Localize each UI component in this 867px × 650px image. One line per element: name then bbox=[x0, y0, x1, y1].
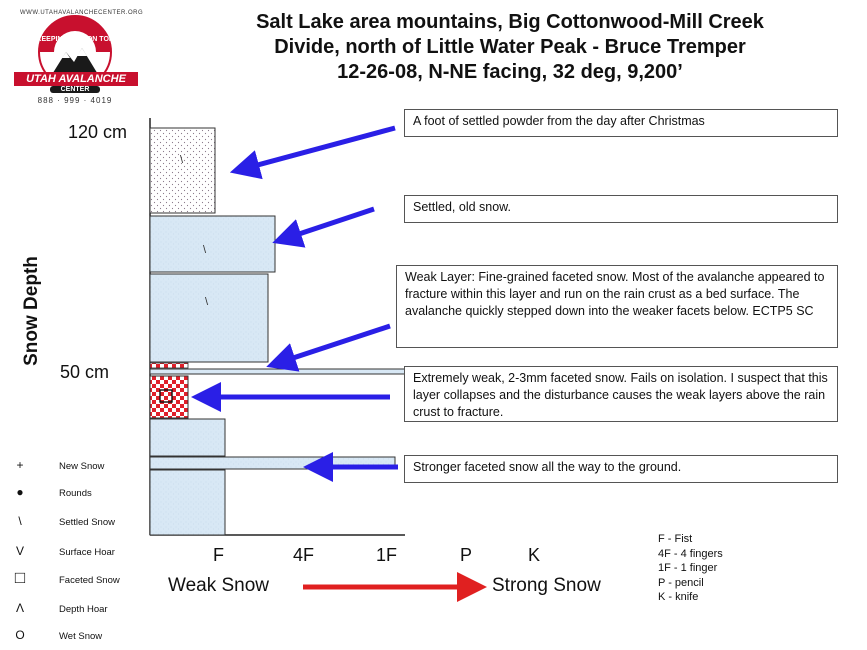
legend-item bbox=[10, 458, 140, 478]
legend-item bbox=[10, 601, 140, 621]
hardness-axis bbox=[150, 545, 580, 569]
settled-snow-symbol-icon: \ bbox=[18, 514, 22, 528]
logo-phone: 888 · 999 · 4019 bbox=[37, 96, 113, 105]
weak-snow-label: Weak Snow bbox=[168, 575, 270, 596]
layer-stronger-facets-1 bbox=[150, 419, 225, 456]
legend-label: Wet Snow bbox=[59, 631, 103, 642]
layer-weak-facets bbox=[150, 363, 188, 368]
arrow-note-2 bbox=[296, 209, 374, 235]
layer-symbol-1: \ bbox=[180, 154, 184, 166]
legend-item bbox=[10, 628, 140, 648]
key-item: K - knife bbox=[658, 591, 699, 603]
legend-label: New Snow bbox=[59, 461, 105, 472]
legend-label: Depth Hoar bbox=[59, 604, 108, 615]
logo-slogan: KEEPING YOU ON TOP bbox=[36, 36, 114, 43]
title-line-3: 12-26-08, N-NE facing, 32 deg, 9,200’ bbox=[337, 61, 683, 83]
faceted-snow-symbol-icon: □ bbox=[14, 568, 26, 587]
grain-type-legend bbox=[10, 458, 140, 648]
note-settled: Settled, old snow. bbox=[404, 195, 838, 223]
hardness-label-1f: 1F bbox=[376, 545, 398, 565]
strong-snow-label: Strong Snow bbox=[492, 575, 601, 596]
logo-name: UTAH AVALANCHE bbox=[14, 72, 138, 86]
hardness-label-4f: 4F bbox=[293, 545, 315, 565]
layer-settled-old-1 bbox=[150, 216, 275, 272]
surface-hoar-symbol-icon: V bbox=[15, 544, 24, 558]
legend-item bbox=[10, 544, 140, 564]
note-powder: A foot of settled powder from the day after Christmas bbox=[404, 109, 838, 137]
hardness-label-f: F bbox=[213, 545, 224, 565]
layer-symbol-2: \ bbox=[203, 244, 207, 256]
arrow-note-1 bbox=[254, 128, 395, 166]
key-item: 4F - 4 fingers bbox=[658, 547, 723, 560]
depth-hoar-symbol-icon: Λ bbox=[15, 601, 24, 615]
title-line-2: Divide, north of Little Water Peak - Bruce Tremper bbox=[274, 36, 746, 58]
legend-item bbox=[10, 485, 140, 505]
depth-label-120: 120 cm bbox=[68, 122, 128, 142]
arrow-note-3 bbox=[290, 326, 390, 359]
legend-item bbox=[10, 514, 140, 534]
layer-settled-old-2 bbox=[150, 274, 268, 362]
layer-symbol-3: \ bbox=[205, 296, 209, 308]
key-item: F - Fist bbox=[658, 533, 693, 545]
note-stronger-facets: Stronger faceted snow all the way to the ground. bbox=[404, 455, 838, 483]
key-item: 1F - 1 finger bbox=[658, 562, 718, 574]
y-axis-label: Snow Depth bbox=[21, 256, 42, 366]
legend-item bbox=[10, 568, 140, 592]
rounds-symbol-icon: ● bbox=[16, 485, 24, 499]
new-snow-symbol-icon: + bbox=[16, 458, 24, 472]
hardness-label-p: P bbox=[460, 545, 473, 565]
hardness-key bbox=[658, 532, 723, 605]
layer-rain-crust bbox=[150, 369, 405, 374]
legend-label: Surface Hoar bbox=[59, 547, 115, 558]
depth-label-50: 50 cm bbox=[60, 362, 110, 382]
layer-stronger-facets-2 bbox=[150, 470, 225, 535]
logo-sub: CENTER bbox=[50, 86, 100, 93]
legend-label: Settled Snow bbox=[59, 517, 115, 528]
title-line-1: Salt Lake area mountains, Big Cottonwood-Mill Creek bbox=[256, 11, 764, 33]
note-extremely-weak: Extremely weak, 2-3mm faceted snow. Fails on isolation. I suspect that this layer collapses and the disturbance causes the weak layers above the rain crust to fracture. bbox=[404, 366, 838, 422]
hardness-label-k: K bbox=[528, 545, 541, 565]
legend-label: Rounds bbox=[59, 488, 92, 499]
layer-new-powder bbox=[150, 128, 215, 213]
key-item: P - pencil bbox=[658, 576, 704, 589]
logo-url-text: WWW.UTAHAVALANCHECENTER.ORG bbox=[20, 10, 144, 16]
wet-snow-symbol-icon: O bbox=[15, 628, 25, 642]
note-weak-layer: Weak Layer: Fine-grained faceted snow. Most of the avalanche appeared to fracture within this layer and run on the rain crust as a bed surface. The avalanche quickly stepped down into the weaker facets below. ECTP5 SC bbox=[396, 265, 838, 348]
legend-label: Faceted Snow bbox=[59, 575, 120, 586]
layer-extremely-weak-facets bbox=[150, 376, 188, 418]
